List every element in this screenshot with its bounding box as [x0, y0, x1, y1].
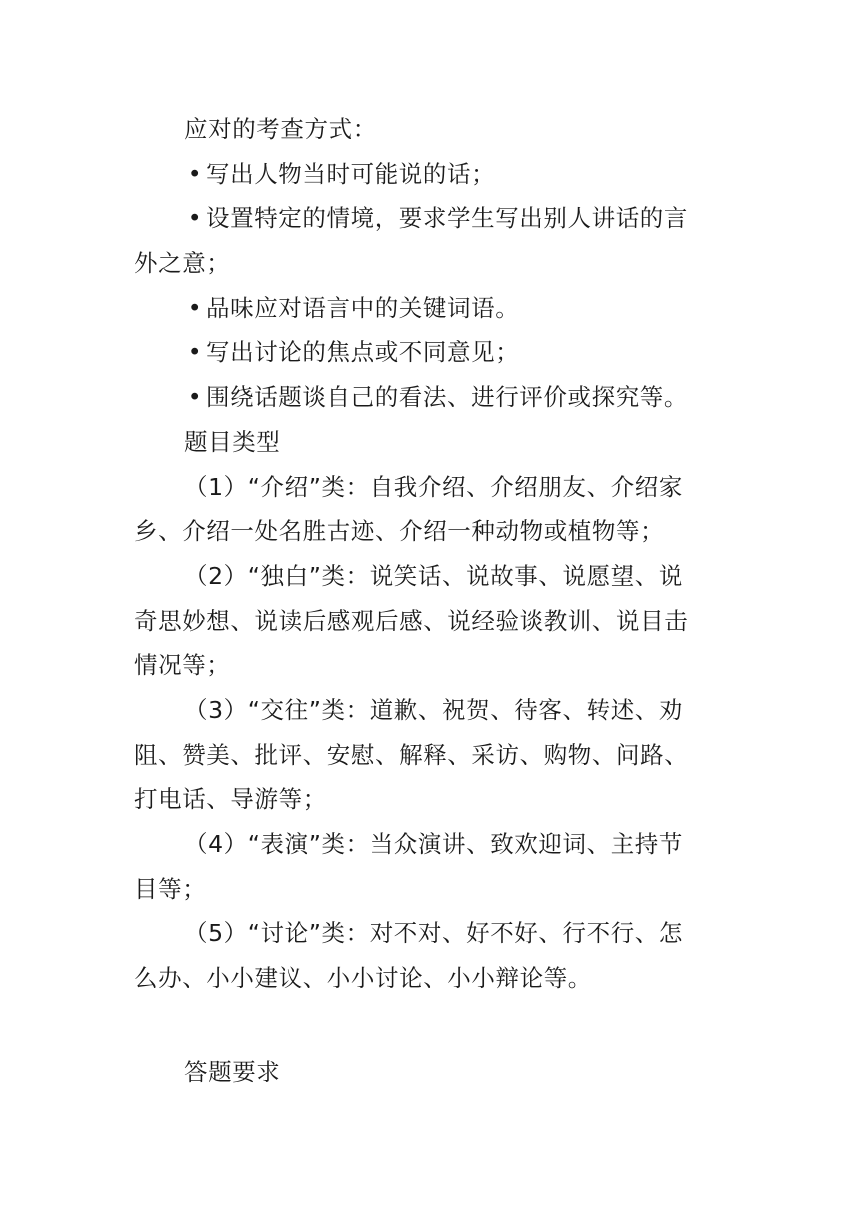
question-type-item-2: （2）“独白”类：说笑话、说故事、说愿望、说 [184, 561, 683, 590]
question-type-item-3-continuation: 阻、赞美、批评、安慰、解释、采访、购物、问路、 [134, 740, 689, 769]
section-heading-question-types: 题目类型 [184, 427, 281, 456]
bullet-item [134, 196, 732, 241]
bullet-item [134, 152, 732, 197]
question-type-item-5: （5）“讨论”类：对不对、好不好、行不行、怎 [184, 919, 683, 948]
question-type-item-2-continuation: 奇思妙想、说读后感观后感、说经验谈教训、说目击 [134, 606, 689, 635]
bullet-dot-icon: • [187, 204, 203, 233]
bullet-dot-icon: • [187, 383, 203, 412]
question-type-item-5-continuation: 么办、小小建议、小小讨论、小小辩论等。 [134, 964, 592, 993]
question-type-item-4-continuation: 目等； [134, 874, 207, 903]
bullet-item [134, 286, 732, 331]
question-type-item-3: （3）“交往”类：道歉、祝贺、待客、转述、劝 [184, 695, 683, 724]
bullet-text-continuation: 外之意； [134, 249, 231, 278]
bullet-text: 品味应对语言中的关键词语。 [206, 293, 520, 322]
question-type-item-1-continuation: 乡、介绍一处名胜古迹、介绍一种动物或植物等； [134, 517, 665, 546]
bullet-dot-icon: • [187, 338, 203, 367]
document-body [134, 107, 732, 1001]
bullet-item [134, 330, 732, 375]
bullet-item [134, 375, 732, 420]
question-type-item-2-continuation: 情况等； [134, 651, 231, 680]
bullet-dot-icon: • [187, 293, 203, 322]
bullet-text: 围绕话题谈自己的看法、进行评价或探究等。 [206, 383, 688, 412]
section-heading-exam-methods: 应对的考查方式： [184, 115, 377, 143]
question-type-item-1: （1）“介绍”类：自我介绍、介绍朋友、介绍家 [184, 472, 683, 501]
bullet-text: 设置特定的情境，要求学生写出别人讲话的言 [206, 204, 688, 233]
bullet-dot-icon: • [187, 159, 203, 188]
section-heading-answer-requirements: 答题要求 [184, 1058, 281, 1086]
bullet-text: 写出讨论的焦点或不同意见； [206, 338, 520, 367]
question-type-item-4: （4）“表演”类：当众演讲、致欢迎词、主持节 [184, 830, 683, 858]
question-type-item-3-continuation: 打电话、导游等； [134, 785, 327, 814]
bullet-text: 写出人物当时可能说的话； [206, 159, 496, 188]
